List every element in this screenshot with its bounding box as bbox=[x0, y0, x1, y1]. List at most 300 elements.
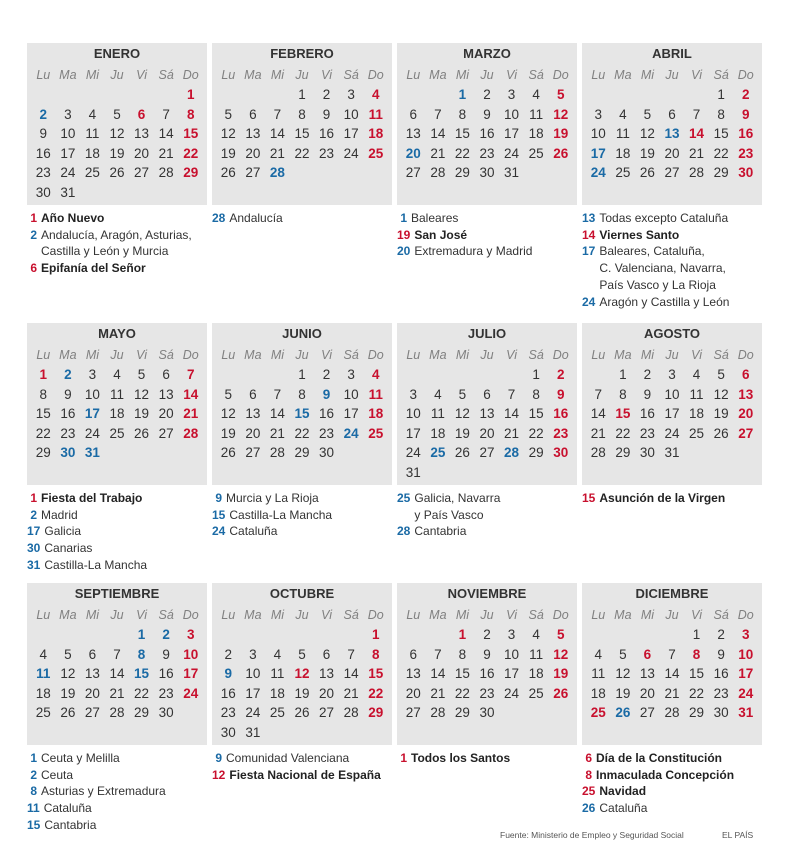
holiday-note bbox=[212, 507, 398, 524]
day-cell: 8 bbox=[137, 646, 146, 662]
day-cell: 19 bbox=[639, 145, 655, 161]
holiday-note-day: 8 bbox=[30, 784, 37, 799]
day-cell: 28 bbox=[430, 165, 446, 180]
holiday-note-day: 9 bbox=[215, 751, 222, 765]
weekday-label: Lu bbox=[221, 68, 236, 82]
day-cell: 30 bbox=[713, 705, 729, 720]
day-cell: 5 bbox=[643, 106, 652, 122]
day-cell: 21 bbox=[504, 425, 520, 441]
day-cell: 8 bbox=[717, 106, 725, 122]
holiday-note-text: Cantabria bbox=[414, 524, 467, 539]
day-cell: 16 bbox=[319, 126, 335, 141]
holiday-notes-septiembre bbox=[27, 750, 213, 834]
day-cell: 13 bbox=[664, 126, 680, 141]
day-cell: 20 bbox=[245, 425, 261, 441]
weekday-label: Ju bbox=[480, 348, 494, 362]
empty-day-cell bbox=[129, 85, 154, 105]
holiday-note bbox=[582, 783, 768, 800]
day-cell: 11 bbox=[368, 386, 383, 402]
day-cell: 31 bbox=[664, 445, 680, 460]
empty-day-cell bbox=[105, 85, 130, 105]
day-cell: 25 bbox=[35, 705, 51, 720]
day-cell: 3 bbox=[249, 646, 257, 662]
day-cell: 3 bbox=[347, 367, 355, 382]
holiday-note-day: 15 bbox=[27, 817, 41, 832]
weekday-label: Ju bbox=[665, 348, 679, 362]
day-cell: 29 bbox=[183, 165, 199, 180]
day-cell: 9 bbox=[483, 106, 491, 122]
empty-day-cell bbox=[216, 85, 241, 105]
holiday-note-text: Canarias bbox=[44, 541, 93, 556]
day-cell: 13 bbox=[319, 666, 335, 681]
holiday-note-text: Murcia y La Rioja bbox=[226, 491, 319, 505]
holiday-note-text: Ceuta y Melilla bbox=[41, 751, 120, 765]
day-cell: 9 bbox=[741, 106, 750, 122]
day-cell: 4 bbox=[39, 646, 48, 662]
day-cell: 9 bbox=[556, 386, 565, 402]
day-cell: 29 bbox=[454, 705, 470, 720]
day-cell: 12 bbox=[553, 106, 569, 122]
day-cell: 13 bbox=[479, 406, 495, 421]
weekday-label: Sá bbox=[158, 68, 174, 82]
day-cell: 17 bbox=[504, 666, 520, 681]
day-cell: 5 bbox=[556, 627, 565, 642]
day-cell: 5 bbox=[64, 646, 72, 662]
day-cell: 17 bbox=[60, 145, 76, 161]
day-cell: 31 bbox=[504, 165, 520, 180]
day-cell: 11 bbox=[430, 406, 445, 421]
empty-day-cell bbox=[56, 85, 81, 105]
day-cell: 25 bbox=[269, 705, 285, 720]
day-cell: 3 bbox=[741, 627, 750, 642]
day-cell: 28 bbox=[430, 705, 446, 720]
empty-day-cell bbox=[265, 365, 290, 385]
holiday-note-text: Castilla-La Mancha bbox=[229, 507, 333, 522]
day-cell: 27 bbox=[245, 165, 261, 180]
day-cell: 7 bbox=[434, 646, 442, 662]
day-cell: 23 bbox=[479, 685, 495, 701]
day-cell: 14 bbox=[504, 406, 520, 421]
day-cell: 1 bbox=[186, 87, 195, 102]
empty-day-cell bbox=[265, 625, 290, 645]
month-title: JUNIO bbox=[282, 326, 322, 341]
holiday-note-day: 2 bbox=[30, 227, 37, 242]
holiday-note-day: 14 bbox=[582, 227, 596, 242]
holiday-note bbox=[212, 490, 398, 507]
day-cell: 15 bbox=[35, 406, 51, 421]
weekday-label: Mi bbox=[85, 348, 100, 362]
holiday-note bbox=[212, 750, 398, 767]
weekday-label: Vi bbox=[506, 68, 518, 82]
holiday-note-day: 2 bbox=[30, 767, 37, 782]
day-cell: 15 bbox=[368, 666, 384, 681]
day-cell: 11 bbox=[36, 666, 51, 681]
month-title: MARZO bbox=[463, 46, 511, 61]
day-cell: 27 bbox=[479, 445, 495, 460]
day-cell: 20 bbox=[639, 685, 655, 701]
weekday-label: Mi bbox=[455, 68, 470, 82]
day-cell: 12 bbox=[294, 666, 310, 681]
day-cell: 15 bbox=[689, 666, 705, 681]
day-cell: 8 bbox=[39, 386, 48, 402]
weekday-label: Do bbox=[367, 68, 384, 82]
holiday-note-day: 8 bbox=[585, 767, 592, 782]
day-cell: 10 bbox=[60, 126, 76, 141]
day-cell: 1 bbox=[532, 367, 540, 382]
day-cell: 16 bbox=[713, 666, 729, 681]
month-diciembre bbox=[582, 583, 762, 745]
day-cell: 29 bbox=[615, 445, 631, 460]
day-cell: 13 bbox=[245, 126, 261, 141]
weekday-label: Sá bbox=[158, 348, 174, 362]
day-cell: 22 bbox=[183, 145, 199, 161]
holiday-note bbox=[27, 490, 213, 507]
day-cell: 27 bbox=[738, 425, 754, 441]
empty-day-cell bbox=[635, 85, 660, 105]
weekday-label: Vi bbox=[136, 68, 148, 82]
day-cell: 23 bbox=[713, 685, 729, 701]
day-cell: 11 bbox=[529, 106, 544, 122]
day-cell: 27 bbox=[319, 705, 335, 720]
weekday-label: Sá bbox=[343, 68, 359, 82]
empty-day-cell bbox=[684, 85, 709, 105]
day-cell: 4 bbox=[619, 106, 627, 122]
holiday-note-text: Fiesta Nacional de España bbox=[229, 767, 381, 782]
holiday-note-text: Cataluña bbox=[229, 524, 278, 539]
day-cell: 19 bbox=[220, 145, 236, 161]
holiday-note-text: Asunción de la Virgen bbox=[599, 491, 726, 505]
day-cell: 2 bbox=[643, 367, 652, 382]
weekday-label: Do bbox=[182, 68, 199, 82]
day-cell: 19 bbox=[553, 126, 569, 141]
source-note: Fuente: Ministerio de Empleo y Seguridad Social bbox=[500, 830, 684, 840]
day-cell: 6 bbox=[668, 106, 676, 122]
day-cell: 12 bbox=[615, 666, 631, 681]
day-cell: 25 bbox=[590, 705, 606, 720]
holiday-note-text: Andalucía, Aragón, Asturias, Castilla y León y Murcia bbox=[41, 227, 192, 259]
day-cell: 9 bbox=[39, 126, 48, 141]
empty-day-cell bbox=[314, 625, 339, 645]
day-cell: 10 bbox=[343, 386, 359, 402]
day-cell: 22 bbox=[368, 685, 384, 701]
holiday-note-day: 25 bbox=[582, 784, 596, 799]
weekday-label: Lu bbox=[221, 608, 236, 622]
day-cell: 24 bbox=[183, 685, 199, 701]
weekday-label: Lu bbox=[406, 68, 421, 82]
day-cell: 21 bbox=[430, 145, 446, 161]
day-cell: 15 bbox=[294, 406, 310, 421]
day-cell: 9 bbox=[162, 646, 170, 662]
holiday-note bbox=[27, 767, 213, 784]
day-cell: 14 bbox=[430, 126, 446, 141]
day-cell: 8 bbox=[371, 646, 380, 662]
weekday-label: Sá bbox=[158, 608, 174, 622]
day-cell: 13 bbox=[405, 666, 421, 681]
holiday-note-text: Viernes Santo bbox=[599, 227, 680, 242]
day-cell: 21 bbox=[430, 685, 446, 701]
weekday-header bbox=[397, 605, 577, 625]
empty-day-cell bbox=[80, 625, 105, 645]
day-cell: 16 bbox=[60, 406, 76, 421]
month-febrero bbox=[212, 43, 392, 205]
day-cell: 10 bbox=[504, 106, 520, 122]
day-cell: 2 bbox=[162, 627, 170, 642]
day-cell: 25 bbox=[528, 145, 544, 161]
holiday-note-text: Castilla-La Mancha bbox=[44, 557, 148, 572]
day-cell: 16 bbox=[319, 406, 335, 421]
day-cell: 18 bbox=[84, 145, 100, 161]
weekday-header bbox=[212, 65, 392, 85]
day-cell: 1 bbox=[692, 627, 701, 642]
weekday-label: Sá bbox=[713, 348, 729, 362]
weekday-header bbox=[27, 345, 207, 365]
day-cell: 5 bbox=[717, 367, 725, 382]
day-cell: 4 bbox=[532, 87, 540, 102]
holiday-note-text: Comunidad Valenciana bbox=[226, 751, 350, 765]
holiday-note-text: Día de la Constitución bbox=[596, 751, 723, 765]
day-cell: 7 bbox=[668, 646, 676, 662]
holiday-note-text: Baleares bbox=[411, 211, 459, 225]
day-cell: 18 bbox=[368, 126, 384, 141]
holiday-note-text: Año Nuevo bbox=[41, 211, 105, 225]
day-cell: 30 bbox=[479, 705, 495, 720]
month-title: SEPTIEMBRE bbox=[74, 586, 160, 601]
day-grid bbox=[397, 365, 577, 482]
day-cell: 16 bbox=[479, 666, 495, 681]
day-cell: 27 bbox=[245, 445, 261, 460]
holiday-note bbox=[27, 540, 213, 557]
day-cell: 2 bbox=[224, 646, 233, 662]
day-cell: 7 bbox=[594, 386, 603, 402]
day-cell: 22 bbox=[454, 145, 470, 161]
holiday-note bbox=[27, 507, 213, 524]
holiday-note-text: Galicia, Navarra y País Vasco bbox=[414, 491, 501, 522]
day-cell: 23 bbox=[319, 145, 335, 161]
holiday-note-day: 2 bbox=[30, 507, 37, 522]
holiday-note-day: 9 bbox=[215, 491, 222, 505]
month-title: ENERO bbox=[93, 46, 141, 61]
day-cell: 29 bbox=[35, 445, 51, 460]
empty-day-cell bbox=[635, 625, 660, 645]
day-cell: 7 bbox=[273, 106, 282, 122]
weekday-label: Sá bbox=[528, 608, 544, 622]
day-cell: 20 bbox=[158, 406, 174, 421]
holiday-notes-agosto bbox=[582, 490, 768, 507]
empty-day-cell bbox=[265, 85, 290, 105]
holiday-note-text: Madrid bbox=[41, 507, 78, 522]
day-cell: 27 bbox=[405, 165, 421, 180]
day-cell: 4 bbox=[88, 106, 97, 122]
day-cell: 21 bbox=[269, 145, 285, 161]
holiday-note bbox=[397, 243, 583, 260]
day-cell: 26 bbox=[639, 165, 655, 180]
day-cell: 19 bbox=[109, 145, 125, 161]
day-cell: 26 bbox=[454, 445, 470, 460]
empty-day-cell bbox=[611, 85, 636, 105]
holiday-note bbox=[212, 210, 398, 227]
weekday-label: Sá bbox=[528, 348, 544, 362]
day-cell: 22 bbox=[528, 425, 544, 441]
day-cell: 21 bbox=[269, 425, 285, 441]
day-cell: 27 bbox=[158, 425, 174, 441]
day-cell: 6 bbox=[249, 386, 257, 402]
day-cell: 17 bbox=[84, 406, 100, 421]
day-cell: 19 bbox=[615, 685, 631, 701]
day-grid bbox=[397, 85, 577, 183]
day-cell: 14 bbox=[343, 666, 359, 681]
day-cell: 20 bbox=[405, 145, 421, 161]
day-cell: 5 bbox=[224, 386, 233, 402]
holiday-notes-marzo bbox=[397, 210, 583, 260]
day-grid bbox=[27, 625, 207, 723]
month-title: JULIO bbox=[467, 326, 507, 341]
month-title: ABRIL bbox=[652, 46, 692, 61]
day-cell: 5 bbox=[298, 646, 306, 662]
holiday-note-day: 17 bbox=[27, 524, 41, 539]
day-cell: 16 bbox=[553, 406, 569, 421]
holiday-note-text: Todas excepto Cataluña bbox=[599, 211, 729, 225]
holiday-notes-mayo bbox=[27, 490, 213, 574]
day-cell: 18 bbox=[368, 406, 384, 421]
empty-day-cell bbox=[401, 625, 426, 645]
weekday-label: Ju bbox=[665, 68, 679, 82]
empty-day-cell bbox=[339, 625, 364, 645]
day-cell: 17 bbox=[504, 126, 520, 141]
day-cell: 30 bbox=[319, 445, 335, 460]
weekday-label: Do bbox=[367, 608, 384, 622]
holiday-note bbox=[582, 227, 768, 244]
day-cell: 15 bbox=[134, 666, 150, 681]
month-title: OCTUBRE bbox=[269, 586, 335, 601]
day-cell: 16 bbox=[639, 406, 655, 421]
day-cell: 17 bbox=[738, 666, 754, 681]
day-cell: 19 bbox=[60, 685, 76, 701]
day-cell: 1 bbox=[458, 87, 467, 102]
holiday-note-day: 13 bbox=[582, 211, 596, 225]
day-cell: 6 bbox=[643, 646, 652, 662]
day-cell: 8 bbox=[692, 646, 701, 662]
weekday-label: Mi bbox=[85, 608, 100, 622]
weekday-label: Mi bbox=[270, 348, 285, 362]
weekday-label: Ju bbox=[295, 348, 309, 362]
holiday-note-day: 1 bbox=[30, 211, 37, 225]
empty-day-cell bbox=[105, 625, 130, 645]
day-cell: 14 bbox=[158, 126, 174, 141]
day-cell: 15 bbox=[454, 666, 470, 681]
day-cell: 1 bbox=[619, 367, 627, 382]
day-cell: 9 bbox=[322, 386, 331, 402]
day-grid bbox=[582, 365, 762, 463]
day-grid bbox=[582, 85, 762, 183]
month-noviembre bbox=[397, 583, 577, 745]
weekday-label: Lu bbox=[406, 608, 421, 622]
day-cell: 11 bbox=[85, 126, 100, 141]
month-octubre bbox=[212, 583, 392, 745]
day-cell: 4 bbox=[113, 367, 121, 382]
weekday-label: Ma bbox=[614, 608, 632, 622]
holiday-note-day: 12 bbox=[212, 767, 226, 782]
holiday-note-day: 6 bbox=[30, 261, 37, 276]
day-cell: 20 bbox=[664, 145, 680, 161]
holiday-notes-febrero bbox=[212, 210, 398, 227]
day-cell: 14 bbox=[689, 126, 705, 141]
day-grid bbox=[212, 625, 392, 742]
empty-day-cell bbox=[660, 625, 685, 645]
holiday-note bbox=[582, 767, 768, 784]
holiday-note-day: 1 bbox=[30, 491, 37, 505]
weekday-label: Vi bbox=[136, 608, 148, 622]
weekday-label: Vi bbox=[321, 68, 333, 82]
day-cell: 7 bbox=[347, 646, 355, 662]
day-cell: 2 bbox=[483, 87, 491, 102]
holiday-notes-octubre bbox=[212, 750, 398, 783]
day-cell: 16 bbox=[738, 126, 754, 141]
day-cell: 30 bbox=[35, 184, 51, 200]
day-cell: 2 bbox=[556, 367, 565, 382]
weekday-header bbox=[212, 605, 392, 625]
day-cell: 27 bbox=[134, 165, 150, 180]
day-cell: 24 bbox=[84, 425, 100, 441]
holiday-note bbox=[582, 490, 768, 507]
day-cell: 7 bbox=[162, 106, 170, 122]
day-cell: 21 bbox=[343, 685, 359, 701]
empty-day-cell bbox=[290, 625, 315, 645]
holiday-note-text: Inmaculada Concepción bbox=[596, 767, 735, 782]
day-cell: 28 bbox=[269, 165, 285, 180]
day-cell: 28 bbox=[343, 705, 359, 720]
weekday-label: Ju bbox=[110, 348, 124, 362]
holiday-note bbox=[27, 260, 213, 277]
day-cell: 22 bbox=[713, 145, 729, 161]
day-cell: 28 bbox=[158, 165, 174, 180]
holiday-note bbox=[27, 750, 213, 767]
day-grid bbox=[212, 365, 392, 463]
day-cell: 12 bbox=[713, 386, 729, 402]
day-grid bbox=[582, 625, 762, 723]
holiday-note-text: Asturias y Extremadura bbox=[41, 784, 166, 799]
month-title: NOVIEMBRE bbox=[447, 586, 527, 601]
day-cell: 13 bbox=[738, 386, 754, 402]
month-septiembre bbox=[27, 583, 207, 745]
holiday-note-day: 30 bbox=[27, 541, 41, 556]
month-title: DICIEMBRE bbox=[635, 586, 709, 601]
day-cell: 25 bbox=[368, 425, 384, 441]
day-cell: 1 bbox=[137, 627, 146, 642]
day-cell: 24 bbox=[590, 165, 606, 180]
holiday-note-day: 17 bbox=[582, 244, 596, 259]
day-cell: 21 bbox=[689, 145, 705, 161]
day-cell: 26 bbox=[220, 165, 236, 180]
day-cell: 17 bbox=[245, 685, 261, 701]
day-cell: 26 bbox=[553, 685, 569, 701]
empty-day-cell bbox=[426, 625, 451, 645]
day-cell: 8 bbox=[532, 386, 540, 402]
day-cell: 26 bbox=[109, 165, 125, 180]
weekday-label: Do bbox=[737, 348, 754, 362]
day-cell: 17 bbox=[343, 126, 359, 141]
day-cell: 18 bbox=[590, 685, 606, 701]
empty-day-cell bbox=[450, 365, 475, 385]
day-cell: 20 bbox=[479, 425, 495, 441]
holiday-note bbox=[397, 750, 583, 767]
holiday-note bbox=[27, 210, 213, 227]
month-title: MAYO bbox=[98, 326, 136, 341]
day-cell: 7 bbox=[113, 646, 121, 662]
day-cell: 28 bbox=[109, 705, 125, 720]
day-cell: 17 bbox=[343, 406, 359, 421]
day-cell: 10 bbox=[738, 646, 754, 662]
day-cell: 24 bbox=[343, 145, 359, 161]
